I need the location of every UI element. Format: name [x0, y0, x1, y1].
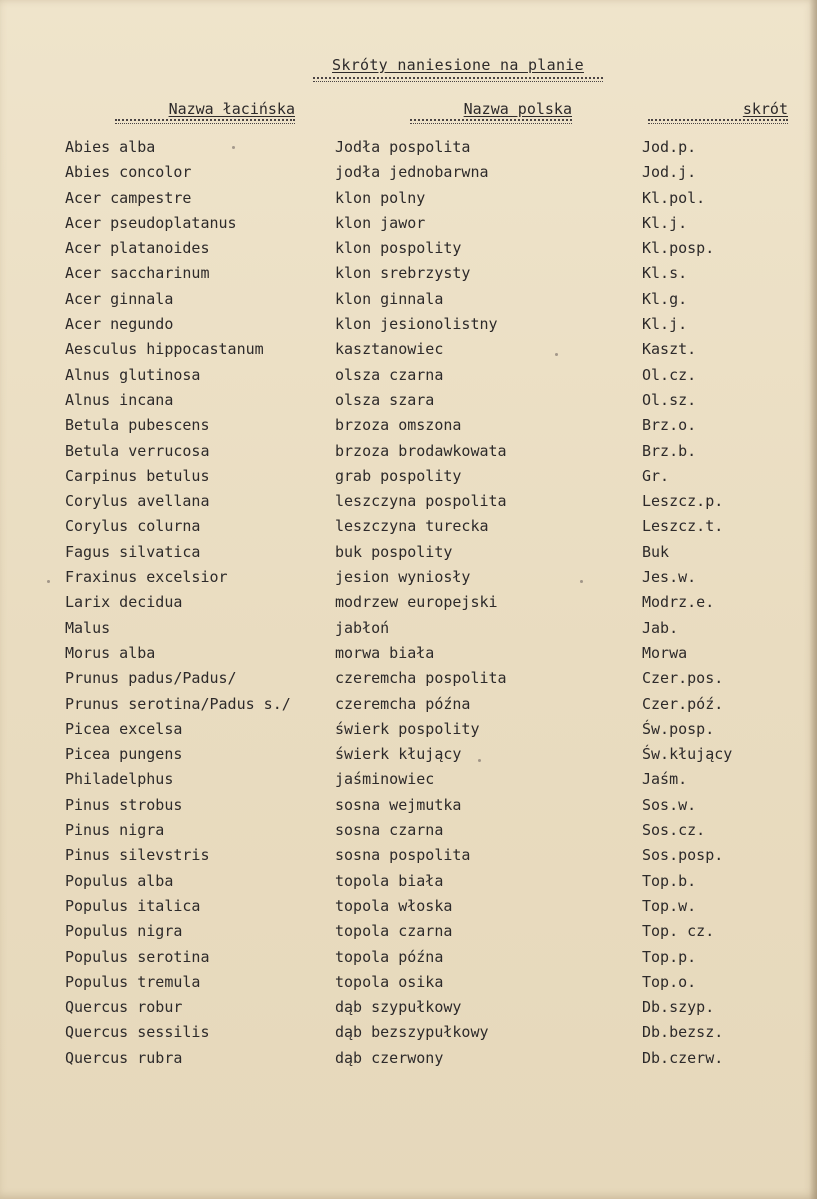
- abbreviation-cell: Kl.s.: [642, 264, 688, 283]
- header-abbreviation-underline: [648, 119, 788, 124]
- abbreviation-cell: Modrz.e.: [642, 593, 715, 612]
- paper-speck: [580, 580, 583, 583]
- polish-name-cell: dąb czerwony: [335, 1048, 444, 1067]
- table-row: [0, 745, 817, 770]
- paper-speck: [232, 146, 235, 149]
- document-title: [313, 56, 603, 82]
- polish-name-cell: klon pospolity: [335, 239, 462, 258]
- paper-speck: [47, 580, 50, 583]
- abbreviation-cell: Czer.pos.: [642, 669, 724, 688]
- polish-name-cell: modrzew europejski: [335, 593, 498, 612]
- species-table: [0, 138, 817, 1074]
- header-latin-underline: [115, 119, 295, 124]
- table-row: [0, 239, 817, 264]
- polish-name-cell: dąb bezszypułkowy: [335, 1023, 489, 1042]
- latin-name-cell: Corylus avellana: [65, 492, 210, 511]
- polish-name-cell: czeremcha późna: [335, 694, 471, 713]
- abbreviation-cell: Sos.posp.: [642, 846, 724, 865]
- abbreviation-cell: Ol.cz.: [642, 365, 697, 384]
- abbreviation-cell: Św.posp.: [642, 719, 715, 738]
- latin-name-cell: Quercus sessilis: [65, 1023, 210, 1042]
- latin-name-cell: Acer saccharinum: [65, 264, 210, 283]
- latin-name-cell: Picea pungens: [65, 745, 183, 764]
- latin-name-cell: Philadelphus: [65, 770, 174, 789]
- document-title-text: Skróty naniesione na planie: [332, 56, 584, 74]
- polish-name-cell: klon polny: [335, 188, 426, 207]
- abbreviation-cell: Top.p.: [642, 947, 697, 966]
- table-row: [0, 872, 817, 897]
- latin-name-cell: Morus alba: [65, 643, 156, 662]
- latin-name-cell: Fagus silvatica: [65, 542, 201, 561]
- table-row: [0, 264, 817, 289]
- latin-name-cell: Alnus incana: [65, 390, 174, 409]
- polish-name-cell: jabłoń: [335, 618, 390, 637]
- table-row: [0, 770, 817, 795]
- abbreviation-cell: Brz.o.: [642, 416, 697, 435]
- table-row: [0, 922, 817, 947]
- abbreviation-cell: Db.czerw.: [642, 1048, 724, 1067]
- abbreviation-cell: Top.b.: [642, 871, 697, 890]
- latin-name-cell: Populus nigra: [65, 922, 183, 941]
- latin-name-cell: Populus tremula: [65, 972, 201, 991]
- title-double-underline: [313, 77, 603, 82]
- polish-name-cell: kasztanowiec: [335, 340, 444, 359]
- table-row: [0, 897, 817, 922]
- abbreviation-cell: Morwa: [642, 643, 688, 662]
- table-row: [0, 290, 817, 315]
- abbreviation-cell: Sos.cz.: [642, 821, 706, 840]
- abbreviation-cell: Buk: [642, 542, 670, 561]
- abbreviation-cell: Leszcz.t.: [642, 517, 724, 536]
- latin-name-cell: Quercus rubra: [65, 1048, 183, 1067]
- table-row: [0, 593, 817, 618]
- polish-name-cell: sosna pospolita: [335, 846, 471, 865]
- table-row: [0, 1049, 817, 1074]
- latin-name-cell: Aesculus hippocastanum: [65, 340, 264, 359]
- polish-name-cell: buk pospolity: [335, 542, 453, 561]
- latin-name-cell: Populus italica: [65, 896, 201, 915]
- polish-name-cell: morwa biała: [335, 643, 435, 662]
- polish-name-cell: topola włoska: [335, 896, 453, 915]
- latin-name-cell: Populus serotina: [65, 947, 210, 966]
- abbreviation-cell: Top. cz.: [642, 922, 715, 941]
- abbreviation-cell: Kl.j.: [642, 315, 688, 334]
- polish-name-cell: Jodła pospolita: [335, 138, 471, 156]
- abbreviation-cell: Jod.p.: [642, 138, 697, 156]
- polish-name-cell: jodła jednobarwna: [335, 163, 489, 182]
- polish-name-cell: klon jawor: [335, 213, 426, 232]
- abbreviation-cell: Jes.w.: [642, 568, 697, 587]
- header-abbreviation: [648, 100, 788, 124]
- polish-name-cell: czeremcha pospolita: [335, 669, 507, 688]
- latin-name-cell: Acer ginnala: [65, 289, 174, 308]
- latin-name-cell: Pinus nigra: [65, 821, 165, 840]
- abbreviation-cell: Kl.pol.: [642, 188, 706, 207]
- table-row: [0, 821, 817, 846]
- latin-name-cell: Abies alba: [65, 138, 156, 156]
- table-row: [0, 315, 817, 340]
- latin-name-cell: Acer negundo: [65, 315, 174, 334]
- table-row: [0, 543, 817, 568]
- latin-name-cell: Prunus padus/Padus/: [65, 669, 237, 688]
- header-polish-name: [410, 100, 572, 124]
- abbreviation-cell: Brz.b.: [642, 441, 697, 460]
- abbreviation-cell: Gr.: [642, 466, 670, 485]
- table-row: [0, 846, 817, 871]
- abbreviation-cell: Kl.g.: [642, 289, 688, 308]
- latin-name-cell: Larix decidua: [65, 593, 183, 612]
- table-row: [0, 492, 817, 517]
- abbreviation-cell: Czer.póź.: [642, 694, 724, 713]
- latin-name-cell: Prunus serotina/Padus s./: [65, 694, 291, 713]
- abbreviation-cell: Leszcz.p.: [642, 492, 724, 511]
- latin-name-cell: Betula pubescens: [65, 416, 210, 435]
- polish-name-cell: sosna wejmutka: [335, 795, 462, 814]
- header-abbreviation-text: skrót: [742, 100, 788, 118]
- latin-name-cell: Betula verrucosa: [65, 441, 210, 460]
- abbreviation-cell: Jod.j.: [642, 163, 697, 182]
- polish-name-cell: jesion wyniosły: [335, 568, 471, 587]
- polish-name-cell: sosna czarna: [335, 821, 444, 840]
- polish-name-cell: olsza czarna: [335, 365, 444, 384]
- polish-name-cell: olsza szara: [335, 390, 435, 409]
- table-row: [0, 796, 817, 821]
- polish-name-cell: topola osika: [335, 972, 444, 991]
- polish-name-cell: klon ginnala: [335, 289, 444, 308]
- table-row: [0, 138, 817, 163]
- abbreviation-cell: Kl.posp.: [642, 239, 715, 258]
- abbreviation-cell: Jaśm.: [642, 770, 688, 789]
- table-row: [0, 467, 817, 492]
- polish-name-cell: dąb szypułkowy: [335, 998, 462, 1017]
- latin-name-cell: Acer campestre: [65, 188, 192, 207]
- table-row: [0, 619, 817, 644]
- abbreviation-cell: Jab.: [642, 618, 679, 637]
- paper-speck: [478, 759, 481, 762]
- latin-name-cell: Fraxinus excelsior: [65, 568, 228, 587]
- polish-name-cell: topola późna: [335, 947, 444, 966]
- latin-name-cell: Acer pseudoplatanus: [65, 213, 237, 232]
- header-latin-text: Nazwa łacińska: [168, 100, 295, 118]
- table-row: [0, 644, 817, 669]
- paper-speck: [555, 353, 558, 356]
- latin-name-cell: Pinus strobus: [65, 795, 183, 814]
- table-row: [0, 720, 817, 745]
- abbreviation-cell: Kaszt.: [642, 340, 697, 359]
- table-row: [0, 163, 817, 188]
- polish-name-cell: klon jesionolistny: [335, 315, 498, 334]
- latin-name-cell: Picea excelsa: [65, 719, 183, 738]
- abbreviation-cell: Ol.sz.: [642, 390, 697, 409]
- table-row: [0, 214, 817, 239]
- table-row: [0, 948, 817, 973]
- abbreviation-cell: Kl.j.: [642, 213, 688, 232]
- header-polish-underline: [410, 119, 572, 124]
- polish-name-cell: topola czarna: [335, 922, 453, 941]
- table-row: [0, 669, 817, 694]
- abbreviation-cell: Db.bezsz.: [642, 1023, 724, 1042]
- latin-name-cell: Abies concolor: [65, 163, 192, 182]
- table-row: [0, 442, 817, 467]
- polish-name-cell: brzoza brodawkowata: [335, 441, 507, 460]
- latin-name-cell: Malus: [65, 618, 111, 637]
- table-row: [0, 695, 817, 720]
- polish-name-cell: świerk kłujący: [335, 745, 462, 764]
- polish-name-cell: brzoza omszona: [335, 416, 462, 435]
- latin-name-cell: Acer platanoides: [65, 239, 210, 258]
- header-polish-text: Nazwa polska: [463, 100, 572, 118]
- latin-name-cell: Alnus glutinosa: [65, 365, 201, 384]
- table-row: [0, 391, 817, 416]
- latin-name-cell: Pinus silevstris: [65, 846, 210, 865]
- latin-name-cell: Populus alba: [65, 871, 174, 890]
- latin-name-cell: Corylus colurna: [65, 517, 201, 536]
- table-row: [0, 189, 817, 214]
- table-row: [0, 366, 817, 391]
- table-row: [0, 568, 817, 593]
- table-row: [0, 517, 817, 542]
- polish-name-cell: grab pospolity: [335, 466, 462, 485]
- abbreviation-cell: Top.o.: [642, 972, 697, 991]
- table-row: [0, 340, 817, 365]
- polish-name-cell: jaśminowiec: [335, 770, 435, 789]
- abbreviation-cell: Db.szyp.: [642, 998, 715, 1017]
- abbreviation-cell: Top.w.: [642, 896, 697, 915]
- table-row: [0, 973, 817, 998]
- polish-name-cell: świerk pospolity: [335, 719, 480, 738]
- polish-name-cell: klon srebrzysty: [335, 264, 471, 283]
- abbreviation-cell: Św.kłujący: [642, 745, 733, 764]
- polish-name-cell: leszczyna turecka: [335, 517, 489, 536]
- polish-name-cell: topola biała: [335, 871, 444, 890]
- header-latin-name: [115, 100, 295, 124]
- polish-name-cell: leszczyna pospolita: [335, 492, 507, 511]
- latin-name-cell: Carpinus betulus: [65, 466, 210, 485]
- table-row: [0, 998, 817, 1023]
- table-row: [0, 416, 817, 441]
- latin-name-cell: Quercus robur: [65, 998, 183, 1017]
- abbreviation-cell: Sos.w.: [642, 795, 697, 814]
- table-row: [0, 1023, 817, 1048]
